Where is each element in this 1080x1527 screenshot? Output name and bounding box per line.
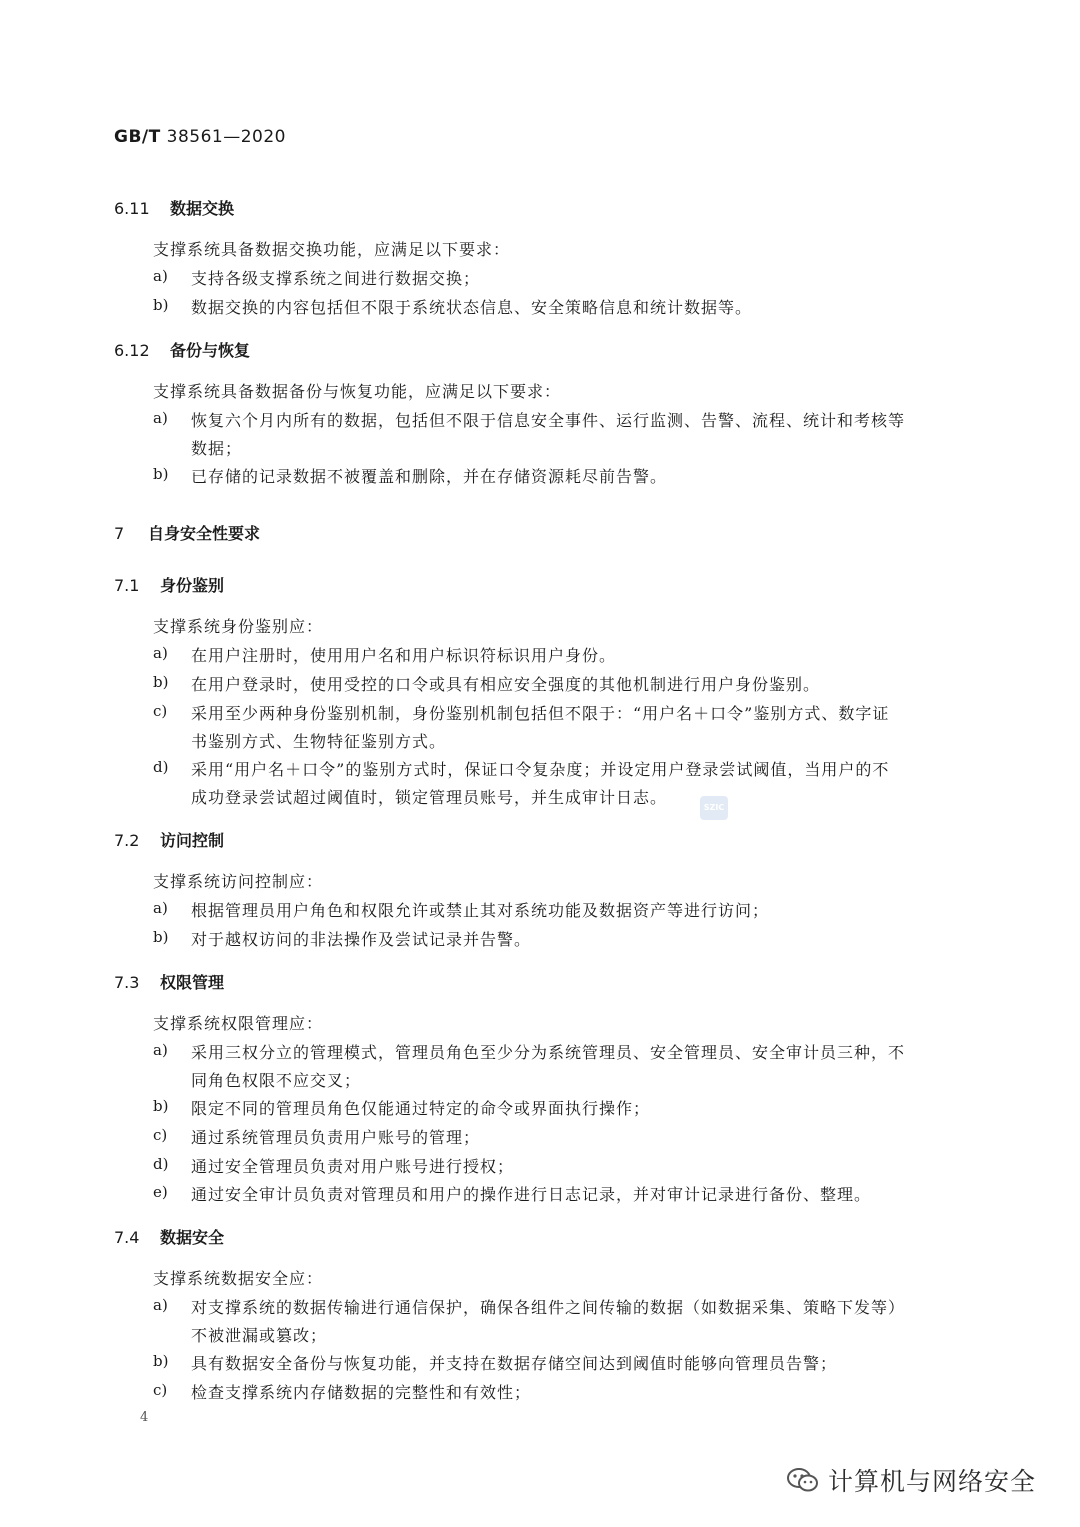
list-item: 对支撑系统的数据传输进行通信保护，确保各组件之间传输的数据（如数据采集、策略下发等） (191, 1298, 906, 1317)
list-item: 数据交换的内容包括但不限于系统状态信息、安全策略信息和统计数据等。 (191, 298, 753, 317)
standard-prefix: GB/T (114, 127, 161, 147)
standard-header (114, 127, 286, 147)
section-7-heading: 7 自身安全性要求 (114, 524, 261, 543)
list-item: 恢复六个月内所有的数据，包括但不限于信息安全事件、运行监测、告警、流程、统计和考核等 (191, 411, 906, 430)
standard-number: 38561—2020 (166, 127, 286, 147)
list-item: 在用户注册时，使用用户名和用户标识符标识用户身份。 (191, 646, 617, 665)
list-item-continuation: 书鉴别方式、生物特征鉴别方式。 (191, 732, 447, 751)
paragraph: 支撑系统访问控制应： (153, 872, 324, 891)
list-marker: b) (153, 673, 169, 691)
list-marker: c) (153, 1381, 168, 1399)
list-marker: b) (153, 928, 169, 946)
section-7-4-heading: 7.4 数据安全 (114, 1228, 225, 1247)
list-item: 检查支撑系统内存储数据的完整性和有效性； (191, 1383, 532, 1402)
section-7-3-heading: 7.3 权限管理 (114, 973, 225, 992)
list-item: 通过安全管理员负责对用户账号进行授权； (191, 1157, 515, 1176)
list-marker: d) (153, 758, 169, 776)
list-item-continuation: 不被泄漏或篡改； (191, 1326, 328, 1345)
list-item-continuation: 同角色权限不应交叉； (191, 1071, 362, 1090)
list-item: 已存储的记录数据不被覆盖和删除，并在存储资源耗尽前告警。 (191, 467, 668, 486)
list-marker: a) (153, 1041, 168, 1059)
section-7-2-heading: 7.2 访问控制 (114, 831, 225, 850)
list-marker: c) (153, 702, 168, 720)
wechat-icon (786, 1466, 820, 1494)
list-marker: d) (153, 1155, 169, 1173)
paragraph: 支撑系统数据安全应： (153, 1269, 324, 1288)
section-7-1-heading: 7.1 身份鉴别 (114, 576, 225, 595)
list-marker: a) (153, 899, 168, 917)
brand-watermark (786, 1462, 1036, 1498)
brand-name: 计算机与网络安全 (828, 1467, 1037, 1496)
list-item: 采用“用户名＋口令”的鉴别方式时，保证口令复杂度；并设定用户登录尝试阈值，当用户的不 (191, 760, 890, 779)
paragraph: 支撑系统具备数据备份与恢复功能，应满足以下要求： (153, 382, 562, 401)
list-item: 对于越权访问的非法操作及尝试记录并告警。 (191, 930, 532, 949)
list-item: 具有数据安全备份与恢复功能，并支持在数据存储空间达到阈值时能够向管理员告警； (191, 1354, 838, 1373)
list-item: 根据管理员用户角色和权限允许或禁止其对系统功能及数据资产等进行访问； (191, 901, 770, 920)
watermark-logo-icon: SZIC (700, 796, 728, 820)
list-marker: a) (153, 409, 168, 427)
list-marker: a) (153, 267, 168, 285)
list-item: 限定不同的管理员角色仅能通过特定的命令或界面执行操作； (191, 1099, 651, 1118)
paragraph: 支撑系统权限管理应： (153, 1014, 324, 1033)
list-marker: e) (153, 1183, 168, 1201)
section-6-11-heading: 6.11 数据交换 (114, 199, 235, 218)
list-item-continuation: 成功登录尝试超过阈值时，锁定管理员账号，并生成审计日志。 (191, 788, 668, 807)
list-marker: b) (153, 296, 169, 314)
list-item-continuation: 数据； (191, 439, 243, 458)
list-item: 采用至少两种身份鉴别机制，身份鉴别机制包括但不限于：“用户名＋口令”鉴别方式、数字证 (191, 704, 890, 723)
list-marker: c) (153, 1126, 168, 1144)
paragraph: 支撑系统具备数据交换功能，应满足以下要求： (153, 240, 511, 259)
list-item: 通过系统管理员负责用户账号的管理； (191, 1128, 481, 1147)
paragraph: 支撑系统身份鉴别应： (153, 617, 324, 636)
list-marker: a) (153, 644, 168, 662)
list-item: 支持各级支撑系统之间进行数据交换； (191, 269, 481, 288)
page-number: 4 (140, 1410, 149, 1425)
list-item: 在用户登录时，使用受控的口令或具有相应安全强度的其他机制进行用户身份鉴别。 (191, 675, 821, 694)
list-marker: b) (153, 1352, 169, 1370)
section-6-12-heading: 6.12 备份与恢复 (114, 341, 251, 360)
list-item: 采用三权分立的管理模式，管理员角色至少分为系统管理员、安全管理员、安全审计员三种，不 (191, 1043, 906, 1062)
list-item: 通过安全审计员负责对管理员和用户的操作进行日志记录，并对审计记录进行备份、整理。 (191, 1185, 872, 1204)
list-marker: b) (153, 1097, 169, 1115)
list-marker: a) (153, 1296, 168, 1314)
list-marker: b) (153, 465, 169, 483)
